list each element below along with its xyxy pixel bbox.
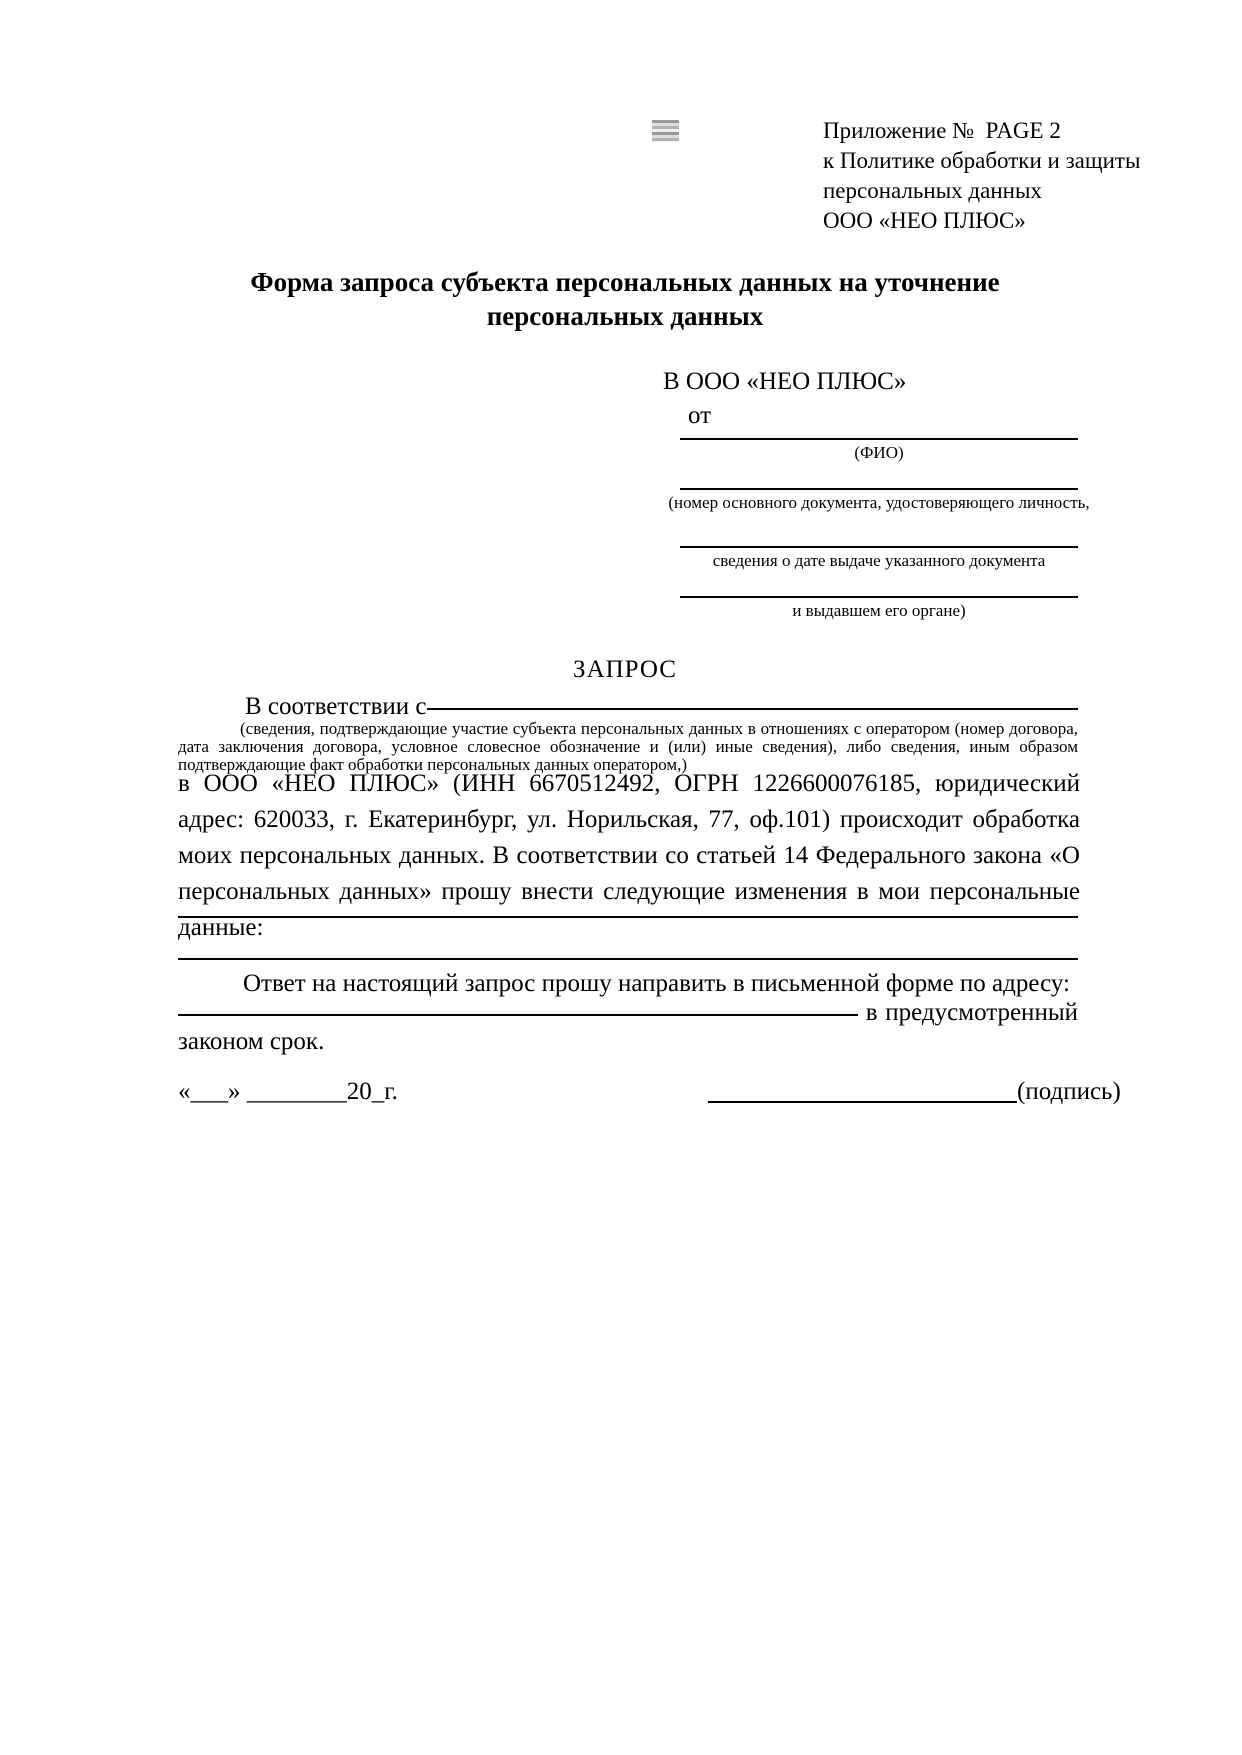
intro-blank-line [427, 708, 1078, 710]
changes-blank-line-1 [178, 916, 1078, 918]
appendix-header-line: ООО «НЕО ПЛЮС» [823, 208, 1026, 233]
response-intro-text: Ответ на настоящий запрос прошу направить в письменной форме по адресу: [243, 970, 1070, 997]
changes-blank-line-2 [178, 958, 1078, 960]
issuing-authority-field-caption: и выдавшем его органе) [792, 601, 966, 620]
fine-print-note: (сведения, подтверждающие участие субъекта персональных данных в отношениях с оператором (номер договора, дата заключения договора, условное словесное обозначение и (или) иные сведения), либо сведения, иным образом подтверждающие факт обработки персональных данных оператором,) [178, 719, 1078, 774]
intro-row [178, 692, 1078, 721]
appendix-header-line: Приложение № PAGE 2 [823, 118, 1061, 143]
date-blank-text: «___» ________20_г. [178, 1078, 398, 1105]
response-closing-text: законом срок. [178, 1028, 325, 1055]
response-tail-word: предусмотренный [885, 999, 1078, 1026]
document-title-line1: Форма запроса субъекта персональных данных на уточнение [250, 267, 1000, 297]
issuing-authority-field-line [680, 596, 1078, 598]
signature-caption: (подпись) [1017, 1078, 1121, 1105]
appendix-header-line: персональных данных [823, 178, 1042, 203]
response-address-row [178, 998, 1078, 1027]
request-body-paragraph: в ООО «НЕО ПЛЮС» (ИНН 6670512492, ОГРН 1226600076185, юридический адрес: 620033, г. Екатеринбург, ул. Норильская, 77, оф.101) происходит обработка моих персональных данных. В соответствии со статьей 14 Федерального закона «О персональных данных» прошу внести следующие изменения в мои персональные данные: [178, 770, 1080, 941]
response-tail-word: в [865, 999, 878, 1026]
document-number-field-caption: (номер основного документа, удостоверяющего личность, [668, 493, 1090, 512]
pixelated-placeholder-icon [652, 120, 679, 142]
issue-date-field-line [680, 546, 1078, 548]
intro-prefix-text: В соответствии с [245, 693, 427, 720]
signature-blank-line [708, 1101, 1017, 1103]
fio-field-line [680, 438, 1078, 440]
appendix-header-line: к Политике обработки и защиты [823, 148, 1141, 173]
issue-date-field-caption: сведения о дате выдаче указанного документа [712, 551, 1046, 570]
appendix-header-block [823, 116, 1140, 236]
fio-field-caption: (ФИО) [854, 443, 904, 462]
request-heading: ЗАПРОС [573, 656, 677, 683]
document-title [178, 265, 1072, 333]
document-number-field-line [680, 488, 1078, 490]
address-blank-line [178, 1014, 858, 1016]
addressee-to-text: В ООО «НЕО ПЛЮС» [663, 368, 907, 395]
document-title-line2: персональных данных [486, 301, 764, 331]
addressee-from-label: от [688, 402, 712, 429]
